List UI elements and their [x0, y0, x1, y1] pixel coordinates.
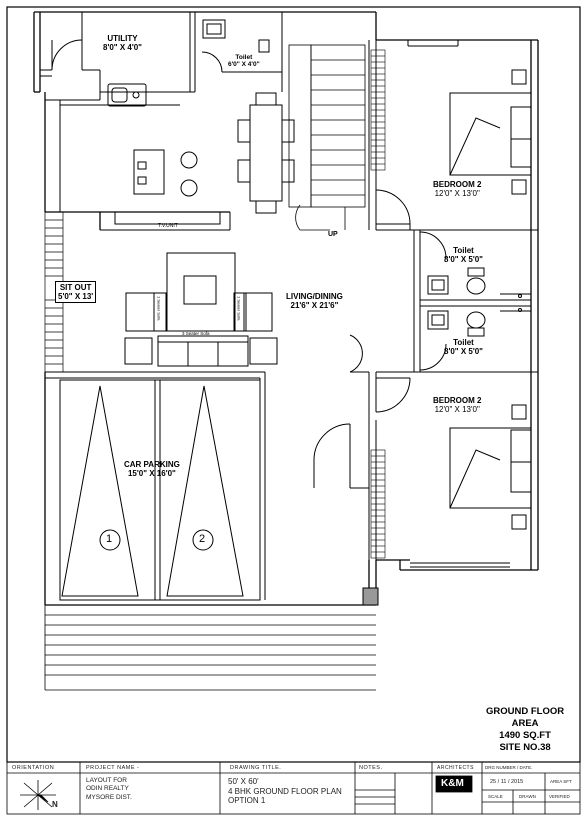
summary-line2: AREA	[511, 717, 539, 729]
parking-name: CAR PARKING	[124, 460, 180, 469]
summary-line1: GROUND FLOOR	[486, 706, 565, 717]
sit-out-label	[55, 281, 96, 303]
sofa-1-left-label: 1 Seater Sofa	[156, 296, 162, 321]
bedroom-top-label	[433, 180, 481, 198]
drawing-line-1: 50' X 60'	[228, 777, 259, 786]
bedroom-bottom-size: 12'0" X 13'0"	[434, 405, 480, 415]
tv-unit-label: T.V.UNIT	[158, 223, 178, 229]
project-lines	[86, 777, 132, 802]
summary-line4: SITE NO.38	[499, 741, 551, 753]
bedroom-top-name: BEDROOM 2	[433, 180, 482, 189]
toilet-top-size: 6'0" X 4'0"	[228, 61, 260, 69]
toilet-mid2-size: 8'0" X 5'0"	[444, 347, 483, 357]
kitchen-counter	[45, 84, 197, 212]
toilet-mid2-label	[444, 338, 483, 356]
living-size: 21'6" X 21'6"	[290, 301, 339, 311]
drawing-lines	[228, 777, 342, 806]
bedroom-bottom-name: BEDROOM 2	[433, 396, 482, 405]
drawing-line-3: OPTION 1	[228, 796, 266, 806]
area-label: AREA SFT	[550, 779, 572, 784]
summary-line3: 1490 SQ.FT	[499, 729, 551, 741]
project-label: PROJECT NAME -	[86, 765, 140, 771]
car-2-label: 2	[199, 533, 206, 545]
date-text: 25 / 11 / 2015	[490, 779, 524, 785]
toilet-top-name: Toilet	[235, 54, 253, 61]
orientation-label: ORIENTATION	[12, 765, 55, 771]
utility-size: 8'0" X 4'0"	[103, 43, 142, 53]
bedroom-bottom-label	[433, 396, 481, 414]
notes-label: NOTES.	[359, 765, 383, 771]
north-label: N	[52, 800, 58, 809]
car-1-label: 1	[106, 533, 113, 545]
living-furniture	[45, 212, 369, 600]
bedroom-top	[369, 40, 538, 230]
project-line-3: MYSORE DIST.	[86, 793, 132, 801]
parking-size: 15'0" X 16'0"	[127, 469, 176, 479]
sit-out-name: SIT OUT	[59, 283, 92, 292]
drawing-label: DRAWING TITLE.	[230, 765, 282, 771]
utility-name: UTILITY	[107, 34, 138, 43]
dining-table	[238, 93, 294, 213]
scale-label: SCALE	[488, 794, 503, 799]
area-summary	[486, 706, 564, 754]
living-name: LIVING/DINING	[286, 292, 343, 301]
dwg-label: DRG NUMBER / DATE.	[485, 765, 533, 770]
project-line-2: ODIN REALTY	[86, 785, 129, 793]
toilet-top-fixtures	[202, 12, 282, 92]
toilet-top-label	[228, 54, 260, 69]
front-steps	[45, 605, 376, 690]
sofa-1-right-label: 1 Seater Sofa	[236, 296, 242, 321]
bedroom-top-size: 12'0" X 13'0"	[434, 189, 480, 199]
toilet-mid2-name: Toilet	[453, 338, 474, 347]
logo-text: K&M	[441, 778, 464, 789]
sit-out-size: 5'0" X 13'	[58, 292, 94, 302]
staircase	[289, 45, 365, 230]
toilet-mid1-name: Toilet	[453, 246, 474, 255]
toilet-mid1-label	[444, 246, 483, 264]
drawing-line-2: 4 BHK GROUND FLOOR PLAN	[228, 786, 342, 796]
verified-label: VERIFIED	[549, 794, 570, 799]
toilet-mid1-size: 8'0" X 5'0"	[444, 255, 483, 265]
living-label	[286, 292, 343, 310]
architects-label: ARCHITECTS	[437, 765, 474, 771]
utility-label	[103, 34, 142, 52]
parking-label	[124, 460, 180, 478]
car-parking	[60, 380, 369, 600]
sofa-3-label: 3 Seater Sofa	[182, 331, 210, 336]
project-line-1: LAYOUT FOR	[86, 777, 127, 784]
drawn-label: DRAWN	[519, 794, 536, 799]
stair-up-label: UP	[328, 231, 338, 238]
